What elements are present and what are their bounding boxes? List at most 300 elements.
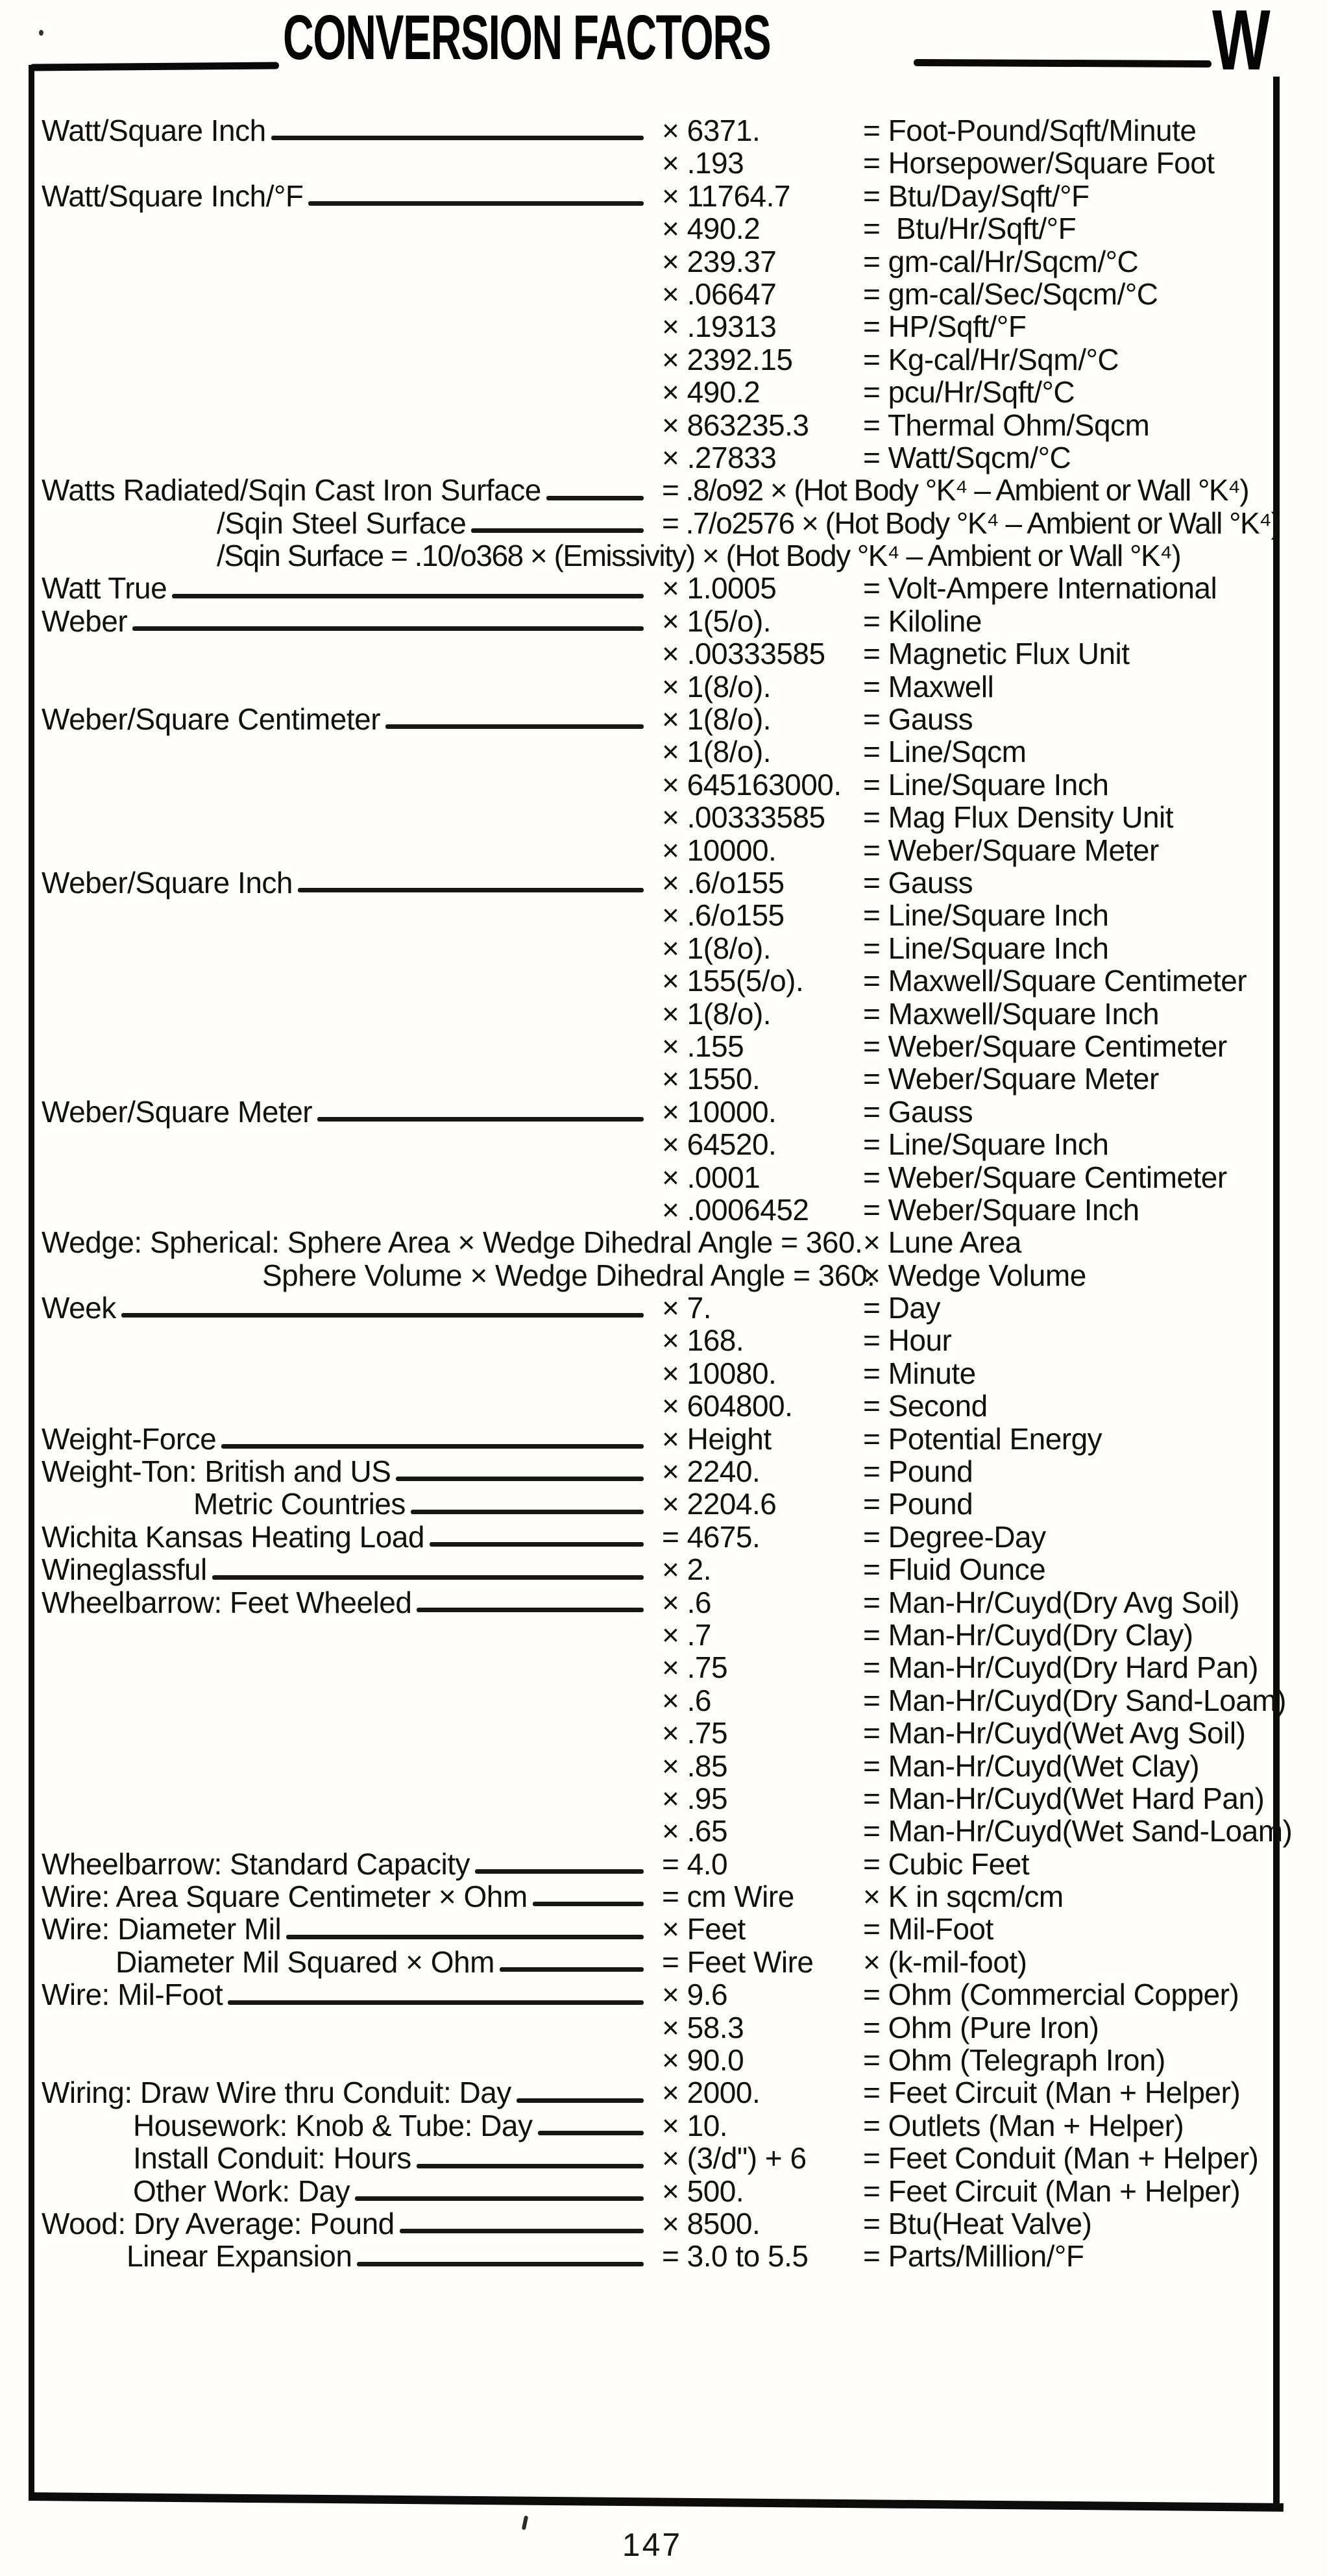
leader-line: [172, 594, 644, 598]
row-factor: × .19313: [662, 310, 777, 344]
table-row: [42, 1161, 1274, 1194]
leader-line: [533, 1902, 644, 1906]
table-row: [42, 1455, 1274, 1488]
row-result: = Horsepower/Square Foot: [863, 146, 1215, 180]
leader-line: [355, 2196, 644, 2201]
table-row: [42, 1128, 1274, 1160]
table-row: [42, 2240, 1274, 2272]
row-left: [42, 866, 662, 899]
row-result: = Potential Energy: [863, 1421, 1102, 1456]
row-result: = pcu/Hr/Sqft/°C: [863, 375, 1075, 410]
row-label: Housework: Knob & Tube: Day: [133, 2108, 533, 2142]
row-result: = Thermal Ohm/Sqcm: [863, 408, 1150, 442]
row-label: Wheelbarrow: Feet Wheeled: [42, 1585, 412, 1619]
table-row: [42, 245, 1274, 278]
table-row: [42, 2076, 1274, 2109]
table-row: [42, 539, 1274, 572]
table-row: [42, 572, 1274, 604]
row-left: [42, 1880, 662, 1913]
row-left: [42, 474, 662, 506]
conversion-table: [42, 114, 1293, 2274]
table-row: [42, 1521, 1274, 1553]
leader-line: [430, 1542, 644, 1547]
leader-line: [500, 1967, 644, 1972]
row-factor: × .27833: [662, 440, 777, 474]
row-left: [42, 964, 662, 997]
table-row: [42, 1324, 1274, 1356]
row-result: × (k-mil-foot): [863, 1944, 1027, 1979]
row-factor: × .65: [662, 1814, 728, 1848]
row-left: [42, 735, 662, 768]
row-result: = Ohm (Pure Iron): [863, 2010, 1099, 2044]
row-factor: × (3/d") + 6: [662, 2141, 807, 2176]
row-result: = Kg-cal/Hr/Sqm/°C: [863, 342, 1119, 376]
row-result: = Man-Hr/Cuyd(Dry Hard Pan): [863, 1650, 1258, 1685]
row-factor: × .6: [662, 1585, 712, 1619]
row-left: [42, 1913, 662, 1945]
row-left: [42, 1357, 662, 1390]
leader-line: [308, 201, 644, 206]
row-factor: = Feet Wire: [662, 1944, 814, 1979]
table-row: [42, 670, 1274, 703]
row-factor: × 2240.: [662, 1454, 761, 1489]
row-label: /Sqin Surface = .10/o368 × (Emissivity) × (Hot Body °K⁴ – Ambient or Wall °K⁴): [217, 539, 1181, 573]
row-factor: × 58.3: [662, 2010, 744, 2044]
row-label: Wichita Kansas Heating Load: [42, 1519, 424, 1554]
row-result: = Volt-Ampere International: [863, 571, 1217, 606]
leader-line: [417, 2164, 644, 2168]
row-left: [42, 409, 662, 441]
table-row: [42, 1096, 1274, 1128]
row-result: = Day: [863, 1291, 940, 1325]
row-left: [42, 2142, 662, 2174]
row-result: = Ohm (Commercial Copper): [863, 1978, 1239, 2012]
table-row: [42, 147, 1274, 179]
row-left: [42, 1848, 662, 1880]
row-left: [42, 1521, 662, 1553]
row-result: = Degree-Day: [863, 1519, 1046, 1554]
row-left: [42, 114, 662, 147]
row-factor: × Feet: [662, 1912, 746, 1946]
row-factor: = cm Wire: [662, 1880, 794, 1914]
row-left: [42, 605, 662, 637]
row-left: [42, 998, 662, 1030]
row-result: = Mil-Foot: [863, 1912, 993, 1946]
row-result: = Kiloline: [863, 604, 982, 638]
row-label: Weight-Ton: British and US: [42, 1454, 391, 1489]
leader-line: [132, 626, 644, 631]
table-row: [42, 441, 1274, 474]
row-result: = Weber/Square Meter: [863, 833, 1159, 867]
table-row: [42, 964, 1274, 997]
row-label: Wire: Mil-Foot: [42, 1978, 223, 2012]
row-factor: × Height: [662, 1421, 772, 1456]
row-factor: × 1(8/o).: [662, 996, 772, 1031]
row-left: [42, 1258, 875, 1292]
row-factor: × 168.: [662, 1323, 744, 1358]
row-label: Wedge: Spherical: Sphere Area × Wedge Dihedral Angle = 360.: [42, 1225, 863, 1260]
table-row: [42, 1913, 1274, 1945]
row-left: [42, 507, 662, 539]
row-label: Wheelbarrow: Standard Capacity: [42, 1846, 470, 1881]
table-row: [42, 1946, 1274, 1978]
row-factor: × 500.: [662, 2174, 744, 2208]
table-row: [42, 2142, 1274, 2174]
row-factor: × 9.6: [662, 1978, 728, 2012]
row-result: = Outlets (Man + Helper): [863, 2108, 1184, 2142]
row-result: = Feet Conduit (Man + Helper): [863, 2141, 1259, 2176]
row-factor: × 6371.: [662, 114, 761, 147]
table-row: [42, 1259, 1274, 1292]
row-factor: × 1(8/o).: [662, 735, 772, 769]
row-left: [42, 2240, 662, 2272]
row-factor: × 7.: [662, 1291, 712, 1325]
table-row: [42, 1062, 1274, 1095]
row-result: × Lune Area: [863, 1225, 1021, 1260]
row-factor: × 239.37: [662, 244, 777, 278]
table-row: [42, 735, 1274, 768]
row-left: [42, 1684, 662, 1717]
row-label: Weber/Square Inch: [42, 865, 293, 900]
row-left: [42, 180, 662, 212]
row-result: = Line/Sqcm: [863, 735, 1027, 769]
row-result: = Second: [863, 1389, 988, 1423]
row-factor: × .7: [662, 1617, 712, 1652]
row-left: [42, 147, 662, 179]
row-left: [42, 1096, 662, 1128]
row-left: [42, 1651, 662, 1684]
row-result: = Feet Circuit (Man + Helper): [863, 2076, 1241, 2110]
table-row: [42, 605, 1274, 637]
row-left: [42, 1455, 662, 1488]
leader-line: [400, 2229, 644, 2233]
table-row: [42, 1619, 1274, 1651]
row-result: = Man-Hr/Cuyd(Wet Avg Soil): [863, 1716, 1246, 1750]
row-left: [42, 1553, 662, 1586]
table-row: [42, 1651, 1274, 1684]
row-label: Weight-Force: [42, 1421, 217, 1456]
row-label: Watt/Square Inch: [42, 114, 266, 147]
row-left: [42, 1946, 662, 1978]
row-factor: = 3.0 to 5.5: [662, 2239, 809, 2274]
row-result: × Wedge Volume: [863, 1258, 1086, 1292]
row-result: = Btu(Heat Valve): [863, 2207, 1092, 2240]
row-result: = Man-Hr/Cuyd(Wet Sand-Loam): [863, 1814, 1293, 1848]
row-result: = Mag Flux Density Unit: [863, 800, 1174, 835]
row-left: [42, 212, 662, 245]
row-factor: = 4.0: [662, 1846, 728, 1881]
row-left: [42, 572, 662, 604]
table-row: [42, 1226, 1274, 1258]
row-left: [42, 1586, 662, 1619]
row-factor: = .7/o2576 × (Hot Body °K⁴ – Ambient or Wall °K⁴): [662, 506, 1280, 540]
row-factor: × 490.2: [662, 212, 761, 246]
row-label: Watt/Square Inch/°F: [42, 178, 304, 213]
row-left: [42, 376, 662, 408]
row-label: Wire: Area Square Centimeter × Ohm: [42, 1880, 528, 1914]
row-factor: × .00333585: [662, 800, 825, 835]
row-result: = Feet Circuit (Man + Helper): [863, 2174, 1241, 2208]
table-row: [42, 2011, 1274, 2044]
table-row: [42, 1553, 1274, 1586]
row-left: [42, 1488, 662, 1520]
row-left: [42, 1750, 662, 1782]
row-left: [42, 2109, 662, 2142]
leader-line: [517, 2098, 644, 2103]
table-row: [42, 212, 1274, 245]
box-border-left: [29, 65, 34, 2500]
row-result: = Foot-Pound/Sqft/Minute: [863, 114, 1197, 147]
row-left: [42, 343, 662, 376]
row-result: = Maxwell: [863, 669, 994, 704]
row-label: Install Conduit: Hours: [133, 2141, 411, 2176]
row-factor: × 90.0: [662, 2043, 744, 2078]
table-row: [42, 1782, 1274, 1815]
row-result: = Parts/Million/°F: [863, 2239, 1084, 2274]
page-title: CONVERSION FACTORS: [283, 2, 771, 73]
row-factor: × .95: [662, 1781, 728, 1815]
row-result: = Btu/Hr/Sqft/°F: [863, 212, 1077, 246]
table-row: [42, 1880, 1274, 1913]
box-border-bottom: [29, 2492, 1284, 2512]
row-result: = Maxwell/Square Centimeter: [863, 964, 1247, 998]
row-factor: × .0001: [662, 1160, 761, 1194]
row-left: [42, 670, 662, 703]
table-row: [42, 506, 1280, 540]
row-left: [42, 899, 662, 931]
row-factor: × 2000.: [662, 2076, 761, 2110]
row-result: = Maxwell/Square Inch: [863, 996, 1160, 1031]
table-row: [42, 180, 1274, 212]
row-label: Weber/Square Meter: [42, 1094, 313, 1129]
row-factor: × 64520.: [662, 1127, 777, 1162]
row-left: [42, 310, 662, 343]
table-row: [42, 310, 1274, 343]
table-row: [42, 1390, 1274, 1422]
row-factor: × .0006452: [662, 1192, 809, 1227]
header-rule-left: [30, 62, 279, 71]
row-factor: × 863235.3: [662, 408, 809, 442]
row-result: = Weber/Square Centimeter: [863, 1029, 1227, 1063]
row-factor: × 1(8/o).: [662, 931, 772, 965]
table-row: [42, 1194, 1274, 1226]
row-label: Watt True: [42, 571, 167, 606]
leader-line: [357, 2262, 644, 2266]
row-factor: × 11764.7: [662, 178, 791, 213]
row-left: [42, 1226, 863, 1258]
row-factor: × 645163000.: [662, 767, 842, 802]
row-result: = Man-Hr/Cuyd(Dry Clay): [863, 1617, 1193, 1652]
row-factor: × 1550.: [662, 1062, 761, 1096]
table-row: [42, 1750, 1274, 1782]
row-label: Wire: Diameter Mil: [42, 1912, 282, 1946]
row-factor: × 10000.: [662, 1094, 777, 1129]
table-row: [42, 2044, 1274, 2076]
header-rule-right: [914, 59, 1211, 67]
row-factor: × 1(8/o).: [662, 669, 772, 704]
row-result: = Hour: [863, 1323, 952, 1358]
row-left: [42, 1717, 662, 1749]
row-result: = Weber/Square Inch: [863, 1192, 1139, 1227]
row-result: = Ohm (Telegraph Iron): [863, 2043, 1165, 2078]
row-left: [42, 1782, 662, 1815]
row-factor: = .8/o92 × (Hot Body °K⁴ – Ambient or Wall °K⁴): [662, 473, 1249, 508]
row-result: = gm-cal/Hr/Sqcm/°C: [863, 244, 1139, 278]
table-row: [42, 1030, 1274, 1062]
table-row: [42, 1978, 1274, 2011]
row-result: = Weber/Square Centimeter: [863, 1160, 1227, 1194]
row-factor: × 2392.15: [662, 342, 793, 376]
row-label: Wiring: Draw Wire thru Conduit: Day: [42, 2076, 511, 2110]
leader-line: [212, 1575, 644, 1580]
leader-line: [471, 528, 644, 533]
row-label: Weber: [42, 604, 128, 638]
row-left: [42, 278, 662, 310]
table-row: [42, 409, 1274, 441]
leader-line: [546, 496, 644, 500]
row-factor: × 2204.6: [662, 1487, 777, 1521]
row-result: = Pound: [863, 1454, 973, 1489]
table-row: [42, 998, 1274, 1030]
row-result: = Magnetic Flux Unit: [863, 637, 1130, 671]
table-row: [42, 343, 1274, 376]
leader-line: [538, 2131, 644, 2135]
row-factor: × .6: [662, 1683, 712, 1717]
row-left: [42, 768, 662, 801]
row-result: = Gauss: [863, 1094, 973, 1129]
row-left: [42, 1423, 662, 1455]
leader-line: [417, 1608, 644, 1612]
row-result: = Line/Square Inch: [863, 931, 1109, 965]
row-result: = Minute: [863, 1356, 976, 1390]
row-left: [42, 1062, 662, 1095]
row-label: Watts Radiated/Sqin Cast Iron Surface: [42, 473, 541, 508]
leader-line: [271, 136, 644, 140]
table-row: [42, 866, 1274, 899]
table-row: [42, 899, 1274, 931]
row-factor: × .193: [662, 146, 744, 180]
row-result: = Man-Hr/Cuyd(Dry Sand-Loam): [863, 1683, 1286, 1717]
table-row: [42, 834, 1274, 866]
row-result: = Gauss: [863, 865, 973, 900]
row-result: = gm-cal/Sec/Sqcm/°C: [863, 276, 1158, 311]
row-label: Linear Expansion: [127, 2239, 352, 2274]
scan-speck: [39, 30, 43, 36]
row-label: Wineglassful: [42, 1552, 207, 1587]
row-factor: × 1(5/o).: [662, 604, 772, 638]
row-label: Diameter Mil Squared × Ohm: [116, 1944, 494, 1979]
row-result: = Line/Square Inch: [863, 898, 1109, 933]
row-result: × K in sqcm/cm: [863, 1880, 1064, 1914]
row-label: Week: [42, 1291, 116, 1325]
table-row: [42, 768, 1274, 801]
row-factor: × 2.: [662, 1552, 712, 1587]
row-factor: × 1.0005: [662, 571, 777, 606]
table-row: [42, 474, 1274, 506]
row-left: [42, 1390, 662, 1422]
row-result: = Pound: [863, 1487, 973, 1521]
row-factor: × .85: [662, 1748, 728, 1783]
table-row: [42, 932, 1274, 964]
row-left: [42, 637, 662, 670]
table-row: [42, 1683, 1286, 1717]
row-factor: × 604800.: [662, 1389, 793, 1423]
table-row: [42, 1488, 1274, 1520]
leader-line: [121, 1313, 644, 1318]
row-factor: × 1(8/o).: [662, 702, 772, 737]
row-factor: × .00333585: [662, 637, 825, 671]
row-factor: × .06647: [662, 276, 777, 311]
row-left: [42, 2076, 662, 2109]
leader-line: [221, 1444, 644, 1449]
row-label: Sphere Volume × Wedge Dihedral Angle = 360.: [262, 1258, 875, 1292]
row-label: Other Work: Day: [133, 2174, 350, 2208]
row-left: [42, 1030, 662, 1062]
row-result: = Line/Square Inch: [863, 767, 1109, 802]
row-left: [42, 1619, 662, 1651]
row-left: [42, 1815, 662, 1847]
row-factor: × .6/o155: [662, 865, 785, 900]
leader-line: [317, 1117, 644, 1122]
row-factor: × 490.2: [662, 375, 761, 410]
row-result: = Btu/Day/Sqft/°F: [863, 178, 1090, 213]
page-number: 147: [622, 2527, 683, 2563]
table-row: [42, 2175, 1274, 2207]
row-left: [42, 1128, 662, 1160]
row-left: [42, 801, 662, 833]
row-result: = Man-Hr/Cuyd(Dry Avg Soil): [863, 1585, 1239, 1619]
leader-line: [411, 1510, 644, 1514]
row-left: [42, 834, 662, 866]
leader-line: [228, 2000, 644, 2005]
row-factor: × 155(5/o).: [662, 964, 804, 998]
row-factor: × .155: [662, 1029, 744, 1063]
table-row: [42, 637, 1274, 670]
table-row: [42, 2109, 1274, 2142]
row-factor: × .75: [662, 1650, 728, 1685]
row-left: [42, 1194, 662, 1226]
row-result: = HP/Sqft/°F: [863, 310, 1027, 344]
row-left: [42, 539, 1274, 572]
row-left: [42, 2175, 662, 2207]
section-letter: W: [1212, 0, 1271, 88]
leader-line: [385, 724, 644, 729]
row-left: [42, 1292, 662, 1324]
row-result: = Cubic Feet: [863, 1846, 1030, 1881]
row-factor: × 10080.: [662, 1356, 777, 1390]
table-row: [42, 376, 1274, 408]
row-left: [42, 1161, 662, 1194]
table-row: [42, 278, 1274, 310]
row-factor: × .6/o155: [662, 898, 785, 933]
table-row: [42, 1423, 1274, 1455]
table-row: [42, 1357, 1274, 1390]
row-label: Weber/Square Centimeter: [42, 702, 381, 737]
leader-line: [298, 888, 644, 892]
leader-line: [396, 1477, 644, 1481]
row-left: [42, 1324, 662, 1356]
row-factor: × 10.: [662, 2108, 728, 2142]
table-row: [42, 114, 1274, 147]
row-left: [42, 2207, 662, 2240]
row-result: = Man-Hr/Cuyd(Wet Hard Pan): [863, 1781, 1265, 1815]
row-result: = Fluid Ounce: [863, 1552, 1046, 1587]
row-result: = Watt/Sqcm/°C: [863, 440, 1071, 474]
row-factor: × 8500.: [662, 2207, 761, 2240]
row-factor: × .75: [662, 1716, 728, 1750]
row-left: [42, 703, 662, 735]
row-label: Wood: Dry Average: Pound: [42, 2207, 395, 2240]
